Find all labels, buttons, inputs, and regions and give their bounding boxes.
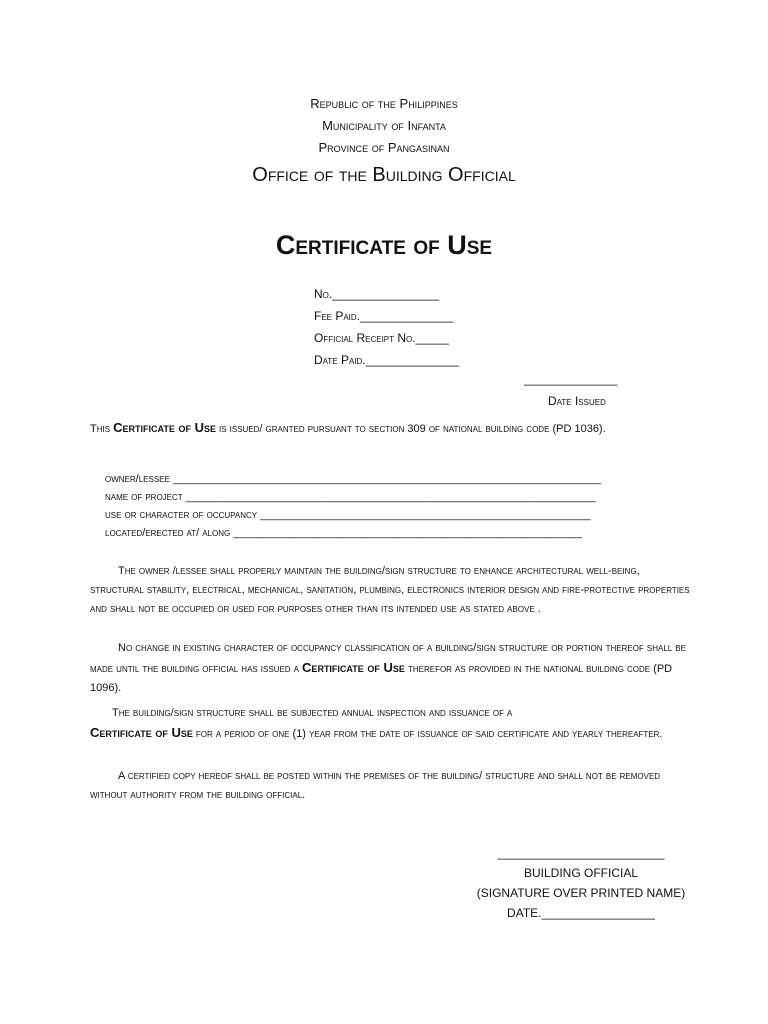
signature-note: (SIGNATURE OVER PRINTED NAME) xyxy=(476,886,686,900)
body-p2-text-b: therefor as provided in the national building code (PD 1096). xyxy=(90,663,673,694)
date-issued-line: ______________ xyxy=(524,372,618,386)
date-issued-label: Date Issued xyxy=(548,394,606,408)
official-receipt-field: Official Receipt No._____ xyxy=(314,331,449,345)
body-p1-text: The owner /lessee shall properly maintain the building/sign structure to enhance architectural well-being, structural stability, electrical, mechanical, sanitation, plumbing, electronics interior design and fire-protective properties and shall not be occupied or used for purposes other than its intended use as stated above . xyxy=(90,565,690,615)
signature-title: BUILDING OFFICIAL xyxy=(523,866,639,880)
certificate-number-field: No.________________ xyxy=(314,287,440,301)
body-paragraph-2 xyxy=(90,639,690,698)
header-province: Province of Pangasinan xyxy=(318,140,450,155)
owner-lessee-field: owner/lessee ______________________________________________________________________ xyxy=(105,473,602,485)
document-title: Certificate of Use xyxy=(275,230,493,260)
body-p3-text-b: for a period of one (1) year from the date of issuance of said certificate and yearly thereafter. xyxy=(195,728,663,740)
fields-block xyxy=(105,470,601,542)
body-paragraph-1 xyxy=(90,562,690,619)
header-municipality: Municipality of Infanta xyxy=(322,118,446,133)
body-p4-text: A certified copy hereof shall be posted within the premises of the building/ structure and shall not be removed without authority from the building official. xyxy=(90,770,661,801)
body-p2-text-a: No change in existing character of occupancy classification of a building/sign structure or portion thereof shall be made until the building official has issued a xyxy=(90,642,686,675)
signature-line: _________________________ xyxy=(497,846,665,860)
body-p3-text-a: The building/sign structure shall be subjected annual inspection and issuance of a xyxy=(112,707,513,719)
body-p3-emphasis: Certificate of Use xyxy=(90,725,193,740)
intro-paragraph xyxy=(90,418,680,439)
body-paragraph-3 xyxy=(90,704,690,744)
intro-lead: This xyxy=(90,423,111,435)
body-p2-emphasis: Certificate of Use xyxy=(302,660,405,675)
intro-rest: is issued/ granted pursuant to section 309 of national building code (PD 1036). xyxy=(219,423,606,435)
fee-paid-field: Fee Paid.______________ xyxy=(314,309,454,323)
occupancy-field: use or character of occupancy ______________________________________________________ xyxy=(105,509,591,521)
signature-date: DATE._________________ xyxy=(507,906,655,920)
header-republic: Republic of the Philippines xyxy=(310,96,458,111)
intro-emphasis: Certificate of Use xyxy=(113,420,216,435)
project-name-field: name of project ___________________________________________________________________ xyxy=(105,491,596,503)
office-title: Office of the Building Official xyxy=(252,164,516,186)
location-field: located/erected at/ along _________________________________________________________ xyxy=(105,527,583,539)
body-paragraph-4 xyxy=(90,767,690,805)
date-paid-field: Date Paid.______________ xyxy=(314,353,460,367)
